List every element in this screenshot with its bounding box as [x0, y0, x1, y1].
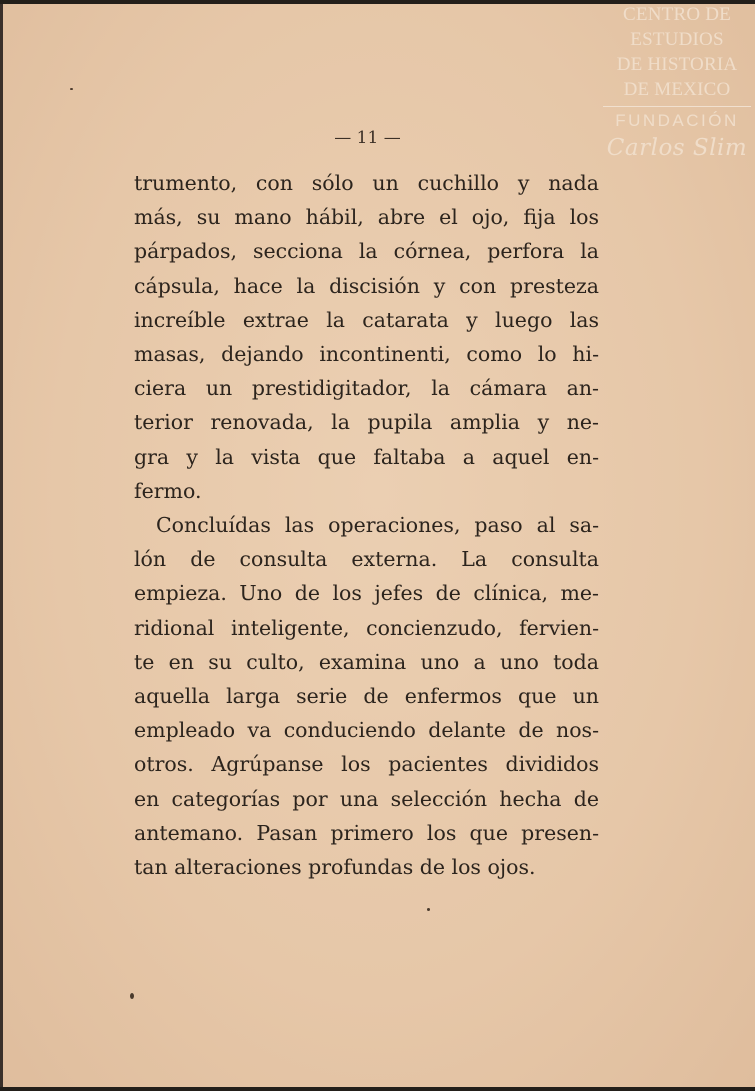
text-line: cápsula, hace la discisión y con presteza	[134, 273, 599, 298]
text-line: empleado va conduciendo delante de nos-	[134, 718, 599, 743]
text-line: antemano. Pasan primero los que presen-	[134, 820, 599, 845]
watermark-line: CENTRO DE	[623, 4, 731, 25]
paper-speck	[427, 908, 430, 911]
text-line: más, su mano hábil, abre el ojo, fija los	[134, 205, 599, 230]
text-line: tan alteraciones profundas de los ojos.	[134, 855, 536, 880]
page-number: — 11 —	[334, 128, 401, 148]
watermark-divider	[603, 106, 751, 107]
paper-speck	[70, 88, 73, 90]
text-line: en categorías por una selección hecha de	[134, 786, 599, 811]
watermark-line: DE HISTORIA	[616, 54, 738, 75]
watermark-signature: Carlos Slim	[606, 135, 748, 161]
text-line: terior renovada, la pupila amplia y ne-	[134, 410, 599, 435]
text-line: empieza. Uno de los jefes de clínica, me-	[134, 581, 599, 606]
text-line: ciera un prestidigitador, la cámara an-	[134, 376, 599, 401]
text-line: lón de consulta externa. La consulta	[134, 547, 599, 572]
text-line: otros. Agrúpanse los pacientes divididos	[134, 752, 599, 777]
watermark-foundation: FUNDACIÓN	[615, 111, 739, 130]
text-line: párpados, secciona la córnea, perfora la	[134, 239, 599, 264]
text-line: aquella larga serie de enfermos que un	[134, 684, 599, 709]
page-body	[134, 166, 599, 884]
text-line: masas, dejando incontinenti, como lo hi-	[134, 342, 599, 367]
watermark-line: ESTUDIOS	[630, 29, 724, 50]
page-edge-shadow	[0, 4, 3, 1087]
text-line: trumento, con sólo un cuchillo y nada	[134, 171, 599, 195]
text-line: gra y la vista que faltaba a aquel en-	[134, 444, 599, 469]
text-line: Concluídas las operaciones, paso al sa-	[156, 513, 599, 538]
watermark-line: DE MEXICO	[623, 79, 731, 100]
text-line: ridional inteligente, concienzudo, fervien-	[134, 615, 599, 640]
paper-speck	[130, 993, 134, 999]
text-line: te en su culto, examina uno a uno toda	[134, 649, 599, 674]
text-line: increíble extrae la catarata y luego las	[134, 307, 599, 332]
text-line: fermo.	[134, 478, 202, 503]
